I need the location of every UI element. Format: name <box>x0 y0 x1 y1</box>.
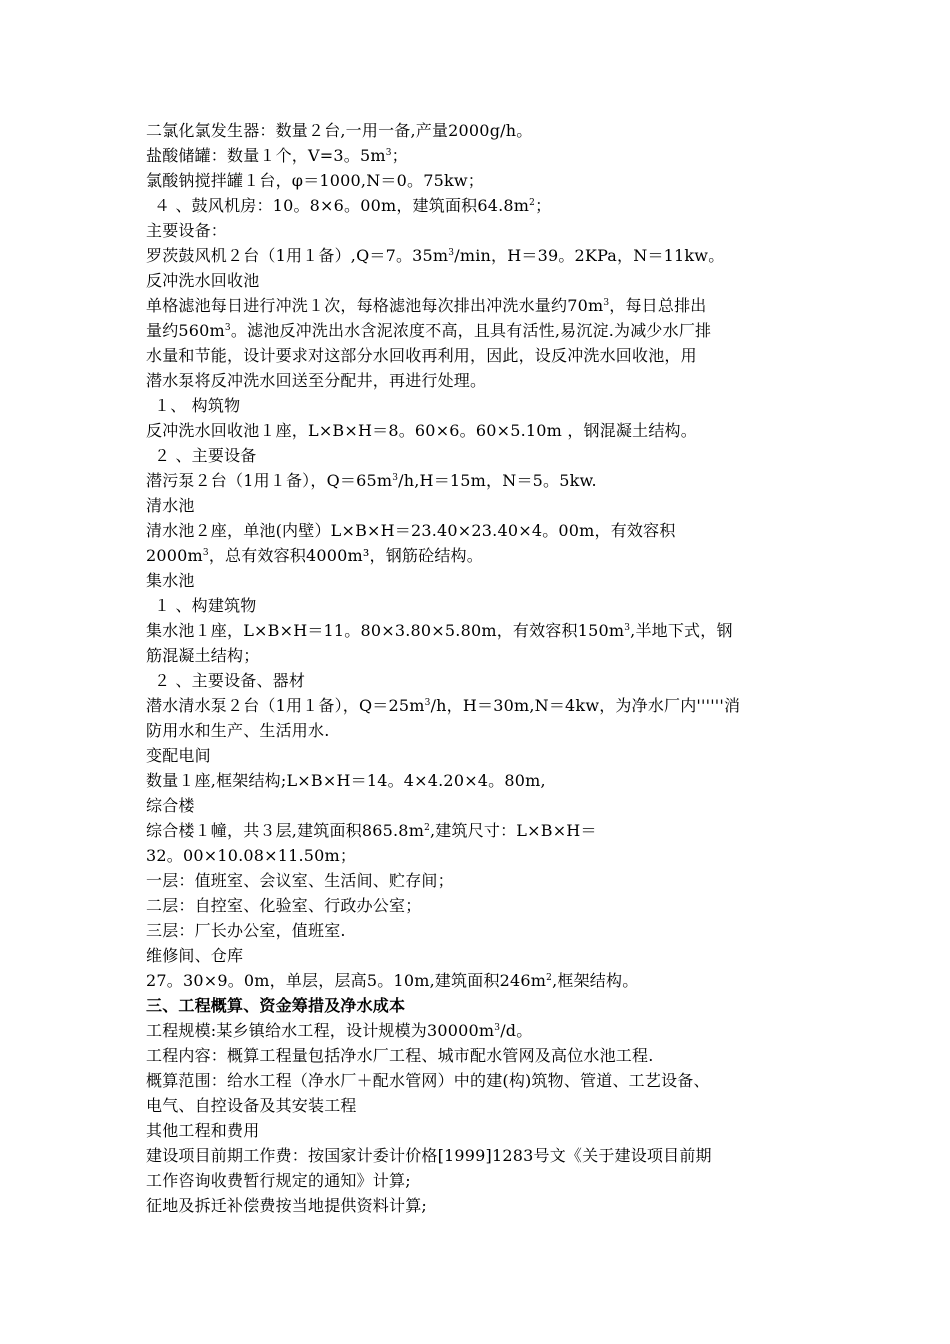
superscript: 2 <box>546 973 553 983</box>
superscript: 3 <box>392 473 399 483</box>
text-line <box>146 468 826 493</box>
text-line <box>146 943 826 968</box>
text-line <box>146 293 826 318</box>
text-line <box>146 1068 826 1093</box>
text-line <box>146 268 826 293</box>
line-text-continued: /h,H＝15m，N＝5。5kw. <box>398 471 597 490</box>
line-text: １、 构筑物 <box>154 396 241 415</box>
line-text: 综合楼１幢，共３层,建筑面积865.8m <box>146 821 425 840</box>
text-line <box>146 593 826 618</box>
superscript: 3 <box>202 548 209 558</box>
text-line <box>146 143 826 168</box>
line-text: 主要设备： <box>146 221 228 240</box>
line-text-continued: 。滤池反冲洗出水含泥浓度不高，且具有活性,易沉淀.为减少水厂排 <box>230 321 712 340</box>
superscript: 2 <box>424 823 431 833</box>
line-text: 集水池 <box>146 571 195 590</box>
text-line <box>146 393 826 418</box>
line-text: 水量和节能，设计要求对这部分水回收再利用，因此，设反冲洗水回收池，用 <box>146 346 697 365</box>
superscript: 3 <box>224 323 231 333</box>
line-text-continued: ,框架结构。 <box>552 971 639 990</box>
line-text: 三、工程概算、资金筹措及净水成本 <box>146 996 406 1015</box>
line-text: 维修间、仓库 <box>146 946 244 965</box>
text-line <box>146 1118 826 1143</box>
line-text: 27。30×9。0m，单层，层高5。10m,建筑面积246m <box>146 971 547 990</box>
line-text: 罗茨鼓风机２台（1用１备）,Q＝7。35m <box>146 246 449 265</box>
line-text: 概算范围：给水工程（净水厂＋配水管网）中的建(构)筑物、管道、工艺设备、 <box>146 1071 710 1090</box>
line-text: 单格滤池每日进行冲洗１次，每格滤池每次排出冲洗水量约70m <box>146 296 604 315</box>
line-text: 防用水和生产、生活用水. <box>146 721 330 740</box>
superscript: 3 <box>424 698 431 708</box>
superscript: 3 <box>385 148 392 158</box>
text-line <box>146 643 826 668</box>
line-text-continued: ，每日总排出 <box>609 296 707 315</box>
text-line <box>146 1193 826 1218</box>
text-line <box>146 118 826 143</box>
line-text: 2000m <box>146 546 203 565</box>
line-text: 工程内容：概算工程量包括净水厂工程、城市配水管网及高位水池工程. <box>146 1046 654 1065</box>
text-line <box>146 743 826 768</box>
line-text: 电气、自控设备及其安装工程 <box>146 1096 357 1115</box>
line-text: 潜水清水泵２台（1用１备），Q＝25m <box>146 696 425 715</box>
line-text: ４ 、鼓风机房：10。8×6。00m，建筑面积64.8m <box>154 196 530 215</box>
line-text: 建设项目前期工作费：按国家计委计价格[1999]1283号文《关于建设项目前期 <box>146 1146 712 1165</box>
text-line <box>146 518 826 543</box>
text-line <box>146 368 826 393</box>
line-text-continued: /h，H＝30m,N＝4kw，为净水厂内''''''消 <box>430 696 741 715</box>
line-text: 筋混凝土结构； <box>146 646 260 665</box>
text-line <box>146 193 826 218</box>
section-heading <box>146 993 826 1018</box>
line-text: 潜水泵将反冲洗水回送至分配井，再进行处理。 <box>146 371 487 390</box>
line-text: 清水池２座，单池(内壁）L×B×H＝23.40×23.40×4。00m，有效容积 <box>146 521 676 540</box>
text-line <box>146 1093 826 1118</box>
line-text: 反冲洗水回收池１座，L×B×H＝8。60×6。60×5.10m ，钢混凝土结构。 <box>146 421 697 440</box>
line-text-continued: ； <box>391 146 408 165</box>
line-text: 征地及拆迁补偿费按当地提供资料计算; <box>146 1196 427 1215</box>
text-line <box>146 543 826 568</box>
line-text-continued: /min，H＝39。2KPa，N＝11kw。 <box>454 246 725 265</box>
text-line <box>146 818 826 843</box>
line-text-continued: ，总有效容积4000m³，钢筋砼结构。 <box>208 546 483 565</box>
superscript: 3 <box>624 623 631 633</box>
line-text: 一层：值班室、会议室、生活间、贮存间； <box>146 871 454 890</box>
text-line <box>146 793 826 818</box>
line-text: ２ 、主要设备 <box>154 446 257 465</box>
text-line <box>146 693 826 718</box>
line-text: 数量１座,框架结构;L×B×H＝14。4×4.20×4。80m, <box>146 771 546 790</box>
line-text-continued: ； <box>535 196 552 215</box>
line-text: 三层：厂长办公室，值班室. <box>146 921 346 940</box>
line-text: ２ 、主要设备、器材 <box>154 671 306 690</box>
text-line <box>146 668 826 693</box>
text-line <box>146 1018 826 1043</box>
text-line <box>146 218 826 243</box>
line-text: 工作咨询收费暂行规定的通知》计算; <box>146 1171 411 1190</box>
line-text: １ 、构建筑物 <box>154 596 257 615</box>
text-line <box>146 918 826 943</box>
text-line <box>146 843 826 868</box>
text-line <box>146 893 826 918</box>
line-text: 反冲洗水回收池 <box>146 271 260 290</box>
line-text: 潜污泵２台（1用１备），Q＝65m <box>146 471 393 490</box>
line-text: 氯酸钠搅拌罐１台，φ＝1000,N＝0。75kw； <box>146 171 484 190</box>
line-text: 二氯化氯发生器：数量２台,一用一备,产量2000g/h。 <box>146 121 533 140</box>
line-text-continued: ,建筑尺寸：L×B×H＝ <box>430 821 597 840</box>
text-line <box>146 493 826 518</box>
text-line <box>146 568 826 593</box>
line-text: 工程规模:某乡镇给水工程，设计规模为30000m <box>146 1021 495 1040</box>
line-text-continued: /d。 <box>500 1021 533 1040</box>
text-line <box>146 1168 826 1193</box>
superscript: 3 <box>603 298 610 308</box>
superscript: 3 <box>448 248 455 258</box>
superscript: 2 <box>529 198 536 208</box>
line-text: 二层：自控室、化验室、行政办公室； <box>146 896 422 915</box>
line-text-continued: ,半地下式，钢 <box>630 621 733 640</box>
text-line <box>146 618 826 643</box>
text-line <box>146 768 826 793</box>
text-line <box>146 243 826 268</box>
text-line <box>146 1143 826 1168</box>
line-text: 变配电间 <box>146 746 211 765</box>
text-line <box>146 443 826 468</box>
line-text: 其他工程和费用 <box>146 1121 260 1140</box>
superscript: 3 <box>494 1023 501 1033</box>
document-page <box>146 118 826 1218</box>
text-line <box>146 968 826 993</box>
text-line <box>146 418 826 443</box>
text-line <box>146 868 826 893</box>
text-line <box>146 343 826 368</box>
text-line <box>146 1043 826 1068</box>
line-text: 综合楼 <box>146 796 195 815</box>
line-text: 32。00×10.08×11.50m； <box>146 846 357 865</box>
line-text: 量约560m <box>146 321 225 340</box>
text-line <box>146 168 826 193</box>
line-text: 清水池 <box>146 496 195 515</box>
line-text: 集水池１座，L×B×H＝11。80×3.80×5.80m，有效容积150m <box>146 621 625 640</box>
text-line <box>146 318 826 343</box>
text-line <box>146 718 826 743</box>
line-text: 盐酸储罐：数量１个，V=3。5m <box>146 146 386 165</box>
